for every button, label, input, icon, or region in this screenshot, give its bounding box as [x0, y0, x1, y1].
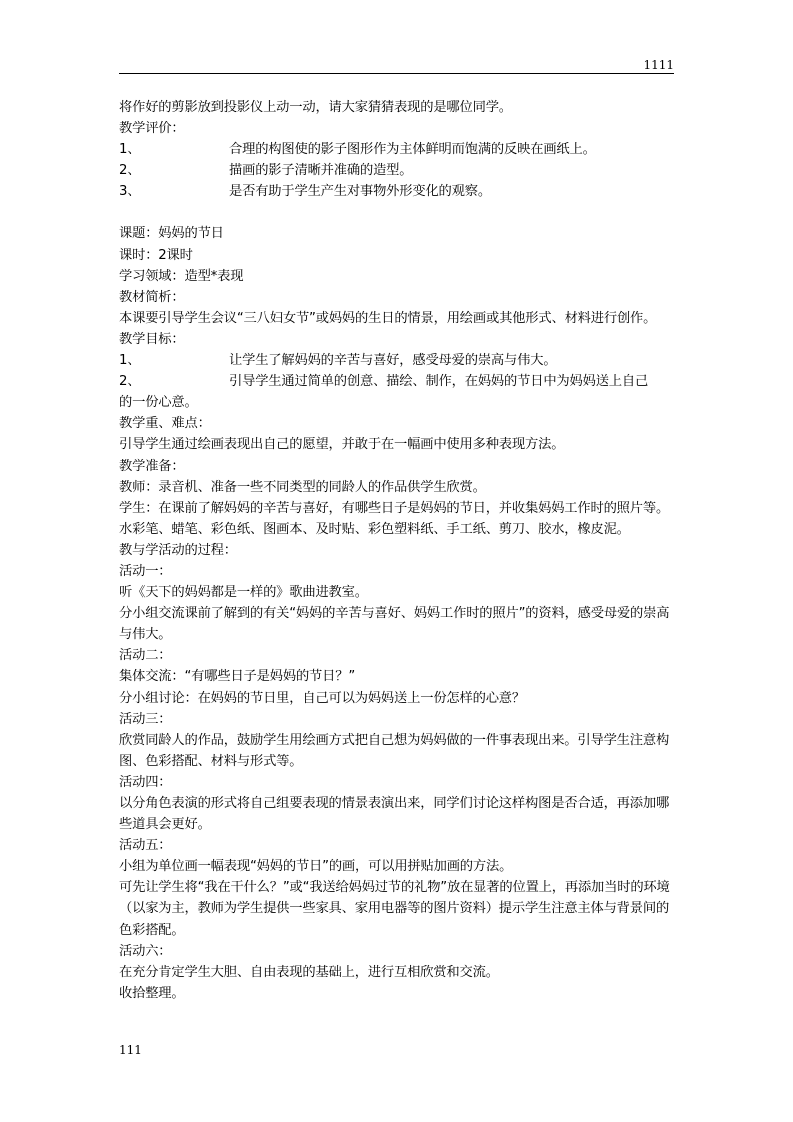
activity-5-line: 小组为单位画一幅表现“妈妈的节日”的画，可以用拼贴加画的方法。	[119, 859, 513, 875]
header-page-number: 1111	[643, 58, 674, 72]
activity-4-text: 以分角色表演的形式将自己组要表现的情景表演出来，同学们讨论这样构图是否合适，再添加哪些道具会更好。	[119, 796, 670, 833]
blank-line	[119, 202, 675, 223]
key-points-heading: 教学重、难点：	[119, 416, 211, 432]
evaluation-item	[119, 160, 675, 181]
evaluation-item-number: 2、	[119, 163, 141, 179]
evaluation-item-text: 是否有助于学生产生对事物外形变化的观察。	[229, 184, 491, 200]
activity-5-line: 可先让学生将“我在干什么？”或“我送给妈妈过节的礼物”放在显著的位置上，再添加当时的环境（以家为主，教师为学生提供一些家具、家用电器等的图片资料）提示学生注意主体与背景间的色彩搭配。	[119, 880, 670, 938]
activity-1-line: 分小组交流课前了解到的有关“妈妈的辛苦与喜好、妈妈工作时的照片”的资料，感受母爱的崇高与伟大。	[119, 606, 670, 643]
activity-1-heading: 活动一：	[119, 563, 172, 579]
evaluation-item-number: 3、	[119, 184, 141, 200]
goals-heading: 教学目标：	[119, 331, 185, 347]
goal-item-text: 让学生了解妈妈的辛苦与喜好，感受母爱的崇高与伟大。	[229, 353, 557, 369]
section1-intro: 将作好的剪影放到投影仪上动一动，请大家猜猜表现的是哪位同学。	[119, 100, 512, 115]
activity-3-heading: 活动三：	[119, 711, 172, 727]
activity-2-line: 分小组讨论：在妈妈的节日里，自己可以为妈妈送上一份怎样的心意？	[119, 690, 526, 706]
analysis-text: 本课要引导学生会议“三八妇女节”或妈妈的生日的情景，用绘画或其他形式、材料进行创作。	[119, 310, 657, 326]
goal-item-number: 1、	[119, 353, 141, 369]
activity-4-heading: 活动四：	[119, 774, 172, 790]
document-body	[119, 97, 675, 1004]
preparation-heading: 教学准备：	[119, 458, 185, 474]
header-rule	[119, 73, 674, 74]
activity-6-heading: 活动六：	[119, 943, 172, 959]
activity-1-line: 听《天下的妈妈都是一样的》歌曲进教室。	[119, 585, 368, 601]
evaluation-item-text: 合理的构图使的影子图形作为主体鲜明而饱满的反映在画纸上。	[229, 142, 596, 158]
lesson-field: 学习领域：造型*表现	[119, 268, 244, 284]
goal-item-number: 2、	[119, 374, 141, 390]
preparation-student: 学生：在课前了解妈妈的辛苦与喜好，有哪些日子是妈妈的节日，并收集妈妈工作时的照片等。水彩笔、蜡笔、彩色纸、图画本、及时贴、彩色塑料纸、手工纸、剪刀、胶水，橡皮泥。	[119, 500, 670, 537]
lesson-title: 课题：妈妈的节日	[119, 226, 224, 242]
goal-item	[119, 350, 675, 371]
goal-item-text: 引导学生通过简单的创意、描绘、制作，在妈妈的节日中为妈妈送上自己	[229, 374, 649, 390]
evaluation-item	[119, 139, 675, 160]
footer-page-number: 111	[119, 1043, 142, 1057]
activity-2-line: 集体交流：“有哪些日子是妈妈的节日？”	[119, 669, 356, 685]
closing-line: 收拾整理。	[119, 985, 185, 1001]
goal-item	[119, 371, 675, 392]
evaluation-item-number: 1、	[119, 142, 141, 158]
evaluation-heading: 教学评价：	[119, 121, 185, 137]
activity-3-text: 欣赏同龄人的作品，鼓励学生用绘画方式把自己想为妈妈做的一件事表现出来。引导学生注意构图、色彩搭配、材料与形式等。	[119, 732, 670, 769]
preparation-teacher: 教师：录音机、准备一些不同类型的同龄人的作品供学生欣赏。	[119, 479, 486, 495]
process-heading: 教与学活动的过程：	[119, 542, 237, 558]
analysis-heading: 教材简析：	[119, 289, 185, 305]
evaluation-item-text: 描画的影子清晰并准确的造型。	[229, 163, 413, 179]
activity-6-text: 在充分肯定学生大胆、自由表现的基础上，进行互相欣赏和交流。	[119, 964, 499, 980]
lesson-hours: 课时：2课时	[119, 247, 193, 263]
activity-5-heading: 活动五：	[119, 838, 172, 854]
activity-2-heading: 活动二：	[119, 648, 172, 664]
goal-2-continuation: 的一份心意。	[119, 395, 198, 411]
evaluation-item	[119, 181, 675, 202]
key-points-text: 引导学生通过绘画表现出自己的愿望，并敢于在一幅画中使用多种表现方法。	[119, 437, 565, 453]
